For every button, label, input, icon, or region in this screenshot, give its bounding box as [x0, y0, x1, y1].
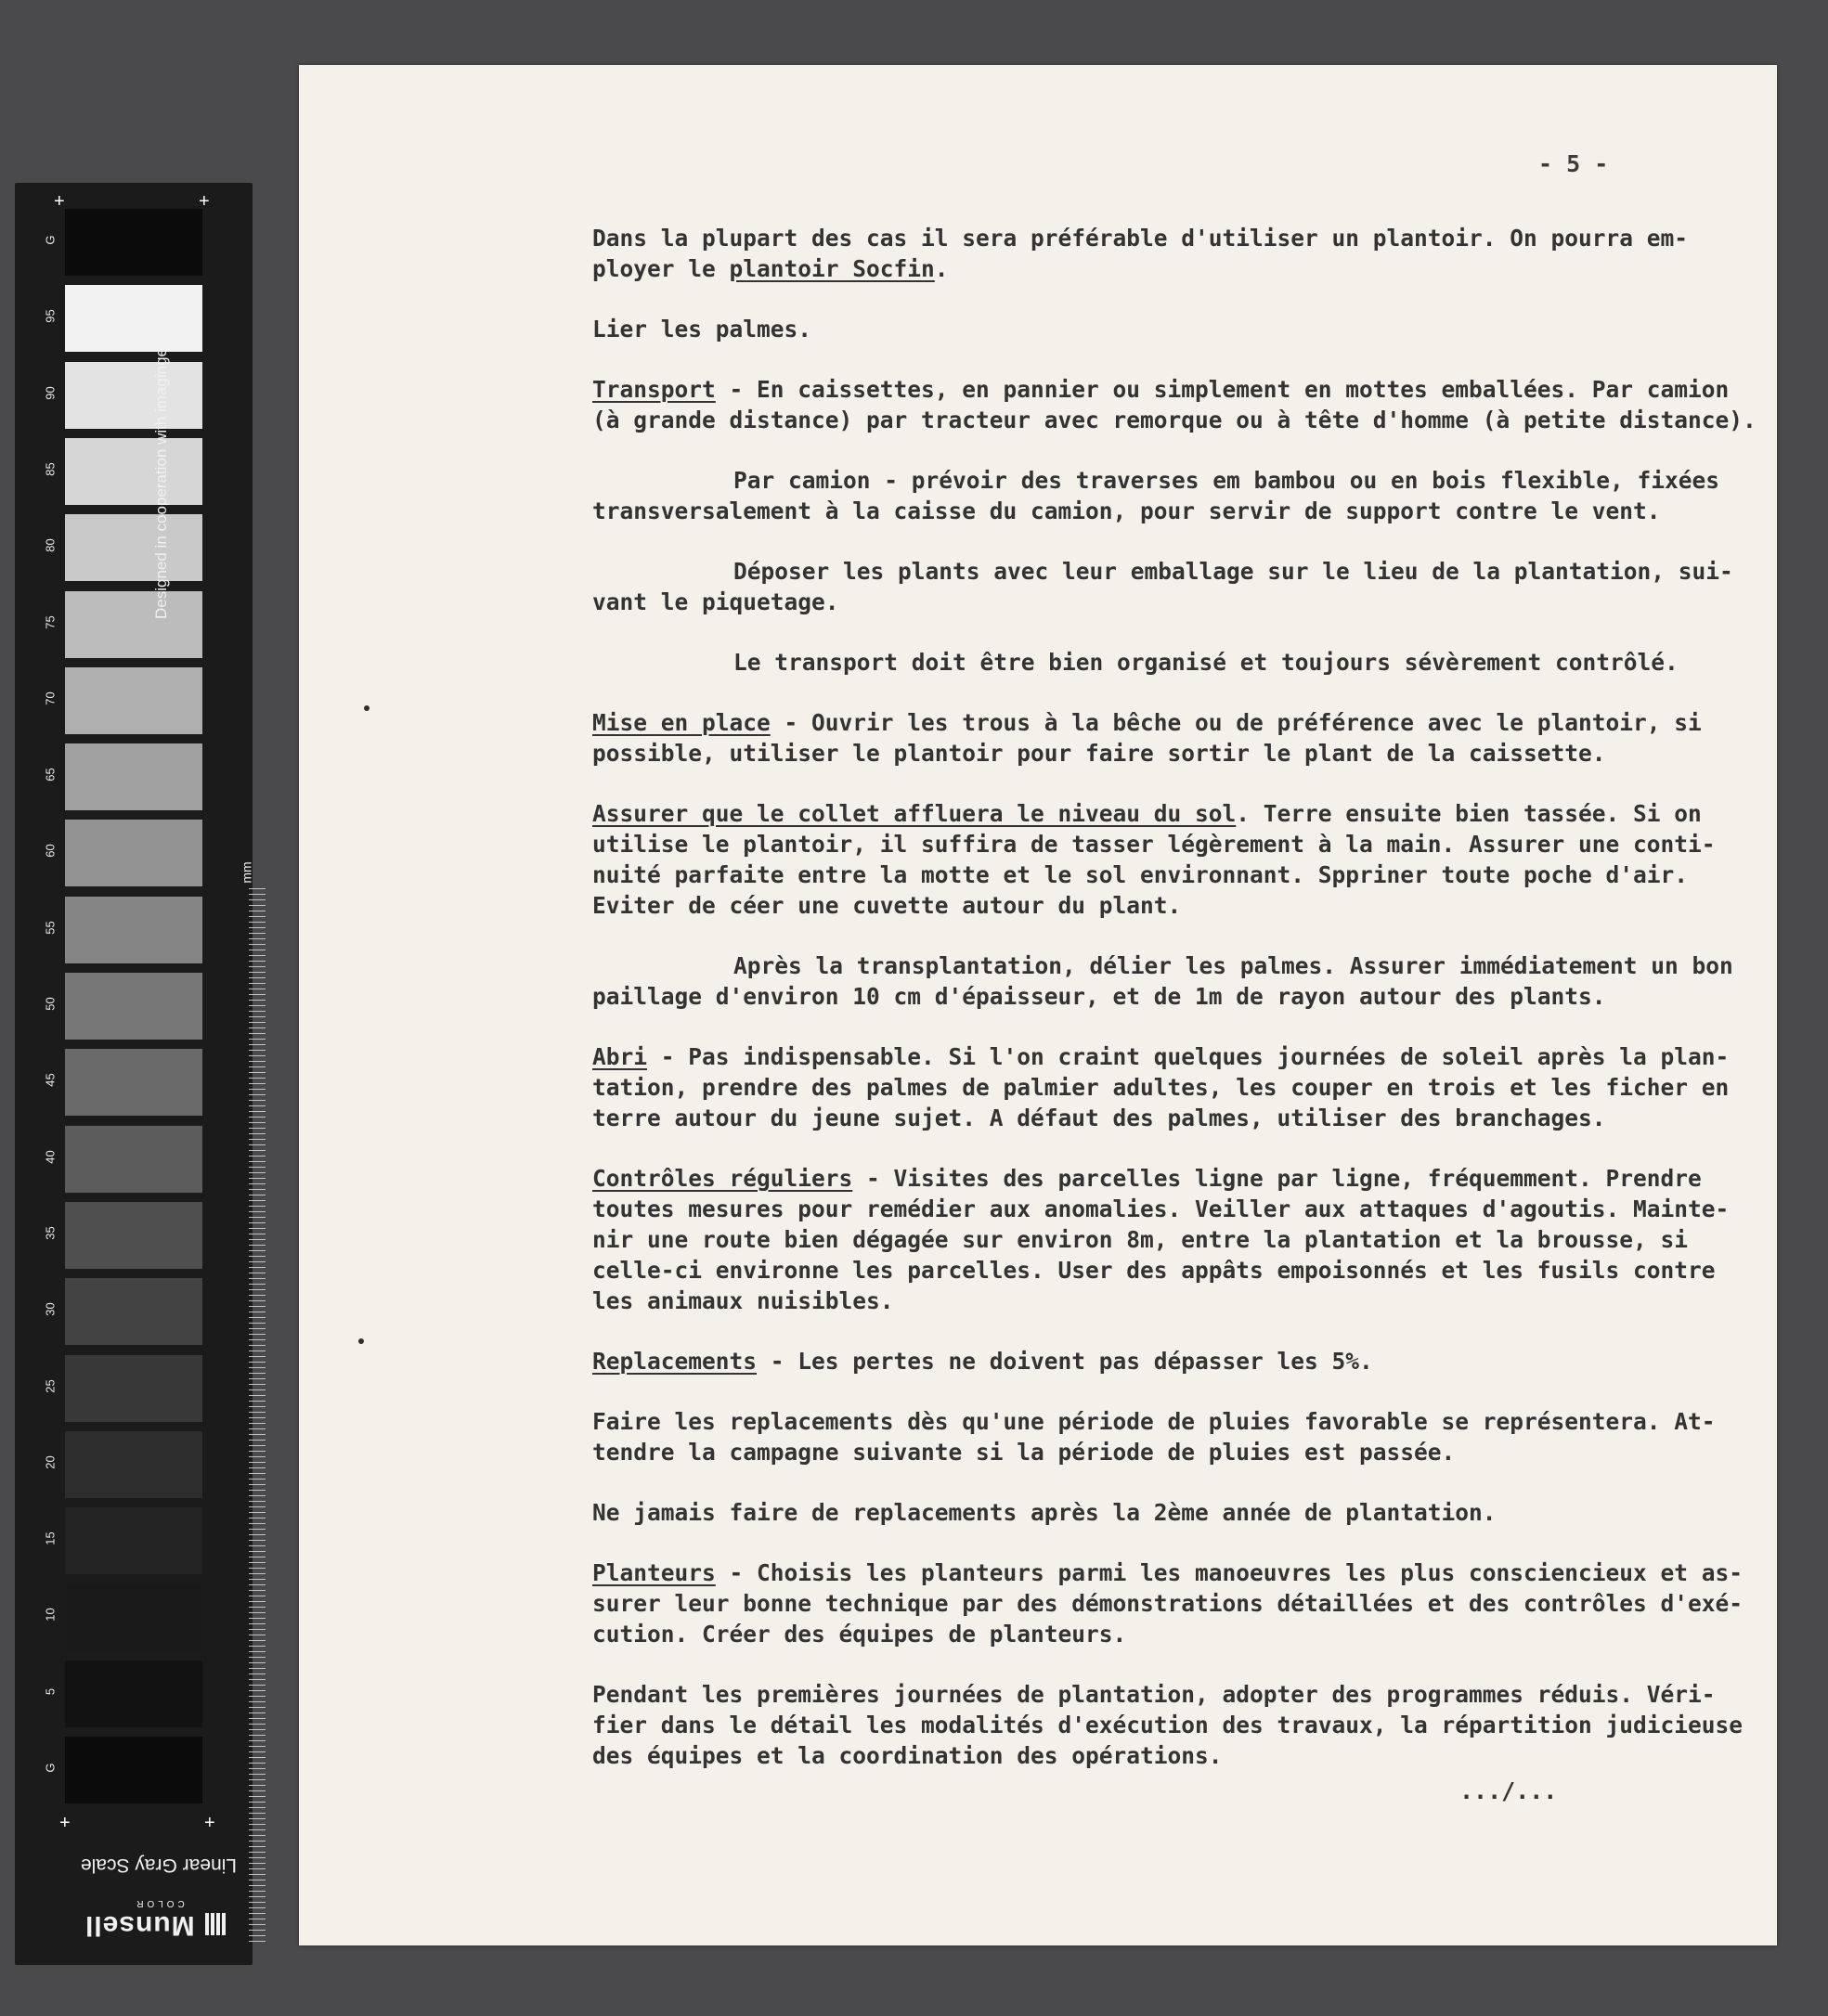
plus-mark: + [54, 191, 65, 212]
section-heading: Planteurs [592, 1559, 716, 1586]
paragraph-text: Après la transplantation, délier les palmes. Assurer immédiatement un bon paillage d'environ 10 cm d'épaisseur, et de 1m de rayon autour des plants. [592, 952, 1733, 1010]
gray-patch-label: 85 [43, 462, 58, 476]
paragraph [592, 1679, 1781, 1771]
section-heading: Abri [592, 1043, 648, 1070]
paragraph [592, 798, 1781, 921]
paragraph-text: - Ouvrir les trous à la bêche ou de préférence avec le plantoir, si possible, utiliser le plantoir pour faire sortir le plant de la caissette. [592, 709, 1702, 767]
gray-patch [65, 1507, 202, 1574]
gray-patch-label: 25 [43, 1378, 58, 1393]
brand-sub: COLOR [133, 1898, 185, 1908]
paragraph [592, 1163, 1781, 1316]
gray-patch-label: 60 [43, 844, 58, 859]
gray-scale-card [15, 183, 253, 1965]
gray-patch [65, 667, 202, 734]
paragraph [592, 1557, 1781, 1649]
gray-patch-label: 55 [43, 920, 58, 935]
gray-patch-label: 70 [43, 691, 58, 705]
brand-logo [71, 1909, 247, 1941]
paragraph [592, 223, 1781, 284]
paragraph-text: Ne jamais faire de replacements après la 2ème année de plantation. [592, 1499, 1497, 1526]
paragraph [592, 314, 1781, 344]
paragraph [592, 950, 1781, 1012]
scale-name: Linear Gray Scale [80, 1854, 238, 1876]
paragraph-text: - Choisis les planteurs parmi les manoeuvres les plus consciencieux et as- surer leur bonne technique par des démonstrations détaillées et des contrôles d'exé- cution. Créer des équipes de planteurs. [592, 1559, 1744, 1648]
paragraph-text: Par camion - prévoir des traverses em bambou ou en bois flexible, fixées transversalement à la caisse du camion, pour servir de support contre le vent. [592, 467, 1720, 524]
gray-patch [65, 973, 202, 1040]
paragraph-text: - Pas indispensable. Si l'on craint quelques journées de soleil après la plan- tation, prendre des palmes de palmier adultes, les couper en trois et les ficher en terre autour du jeune sujet. A défaut des palmes, utiliser des branchages. [592, 1043, 1730, 1131]
gray-patch-label: 50 [43, 997, 58, 1011]
section-heading: Mise en place [592, 709, 771, 736]
paragraph-text: - En caissettes, en pannier ou simplement en mottes emballées. Par camion (à grande distance) par tracteur avec remorque ou à tête d'homme (à petite distance). [592, 376, 1757, 433]
paragraph-text: Dans la plupart des cas il sera préférable d'utiliser un plantoir. On pourra em- ployer le [592, 225, 1689, 282]
gray-patch [65, 897, 202, 963]
paragraph-text: Pendant les premières journées de plantation, adopter des programmes réduis. Véri- fier dans le détail les modalités d'exécution des travaux, la répartition judicieuse des équipes et la coordination des opérations. [592, 1681, 1744, 1769]
gray-patch [65, 1737, 202, 1803]
punch-mark [364, 705, 369, 711]
gray-patch [65, 209, 202, 276]
paragraph [592, 707, 1781, 769]
gray-patch [65, 1202, 202, 1269]
gray-patch [65, 820, 202, 886]
gray-patch [65, 362, 202, 429]
section-heading: Transport [592, 376, 716, 403]
paragraph [592, 1406, 1781, 1467]
paragraph [592, 647, 1781, 678]
paragraph-tail: . [934, 255, 949, 282]
paragraph [592, 1041, 1781, 1133]
brand-name: Munsell [84, 1910, 195, 1941]
paragraph [592, 465, 1781, 526]
document-body [592, 223, 1781, 1801]
gray-patch [65, 743, 202, 810]
gray-patch-label: 35 [43, 1226, 58, 1240]
paragraph [592, 374, 1781, 435]
gray-patch-label: 5 [43, 1687, 58, 1695]
gray-patch [65, 438, 202, 505]
section-heading: Contrôles réguliers [592, 1165, 853, 1192]
mm-label: mm [239, 861, 254, 884]
gray-patch [65, 514, 202, 581]
gray-patch [65, 1661, 202, 1727]
gray-patch-label: G [43, 1763, 58, 1773]
gray-patch [65, 1355, 202, 1422]
paragraph-text: Déposer les plants avec leur emballage sur le lieu de la plantation, sui- vant le piquetage. [592, 558, 1733, 615]
gray-patch [65, 591, 202, 658]
paragraph-text: Le transport doit être bien organisé et toujours sévèrement contrôlé. [733, 649, 1679, 676]
credit-text: Designed in cooperation with imagingetc.com [152, 301, 170, 619]
gray-patch-label: 65 [43, 768, 58, 782]
gray-patch [65, 1049, 202, 1116]
plus-mark: + [59, 1813, 71, 1833]
punch-mark [358, 1338, 364, 1344]
gray-patch-label: 20 [43, 1455, 58, 1469]
gray-patch [65, 1583, 202, 1650]
plus-mark: + [199, 191, 210, 212]
gray-patch-label: G [43, 235, 58, 245]
gray-patch [65, 1126, 202, 1193]
typed-page [299, 65, 1777, 1945]
continuation-mark: .../... [1459, 1777, 1558, 1804]
paragraph-text: - Les pertes ne doivent pas dépasser les 5%. [757, 1348, 1373, 1375]
gray-patch [65, 1431, 202, 1498]
gray-patch-label: 45 [43, 1073, 58, 1088]
plus-mark: + [204, 1813, 215, 1833]
paragraph-text: - Visites des parcelles ligne par ligne, fréquemment. Prendre toutes mesures pour remédier aux anomalies. Veiller aux attaques d'agoutis. Mainte- nir une route bien dégagée sur environ 8m, entre la plantation et la brousse, si celle-ci environne les parcelles. User des appâts empoisonnés et les fusils contre les animaux nuisibles. [592, 1165, 1730, 1314]
paragraph [592, 1346, 1781, 1376]
gray-patch-label: 75 [43, 614, 58, 629]
section-heading: Assurer que le collet affluera le niveau du sol [592, 800, 1237, 827]
gray-patch-label: 80 [43, 538, 58, 552]
gray-patch-label: 95 [43, 309, 58, 324]
gray-patch-label: 30 [43, 1302, 58, 1316]
paragraph-text: Faire les replacements dès qu'une période de pluies favorable se représentera. At- tendre la campagne suivante si la période de pluies est passée. [592, 1408, 1716, 1466]
paragraph-text: . Terre ensuite bien tassée. Si on utilise le plantoir, il suffira de tasser légèrement à la main. Assurer une conti- nuité parfaite entre la motte et le sol environnant. Sppriner toute poche d'air. Eviter de céer une cuvette autour du plant. [592, 800, 1716, 919]
section-heading: Replacements [592, 1348, 758, 1375]
paragraph [592, 1497, 1781, 1528]
gray-patch-label: 10 [43, 1608, 58, 1622]
gray-patch-label: 40 [43, 1149, 58, 1164]
mm-ruler [249, 888, 266, 1946]
munsell-grid-icon [203, 1913, 226, 1935]
gray-patch-label: 15 [43, 1531, 58, 1545]
gray-patch [65, 1278, 202, 1345]
page-number: - 5 - [1538, 150, 1609, 177]
gray-patch [65, 285, 202, 352]
paragraph-text: Lier les palmes. [592, 316, 812, 342]
paragraph [592, 556, 1781, 617]
underlined-term: plantoir Socfin [729, 255, 935, 282]
gray-patch-label: 90 [43, 385, 58, 400]
